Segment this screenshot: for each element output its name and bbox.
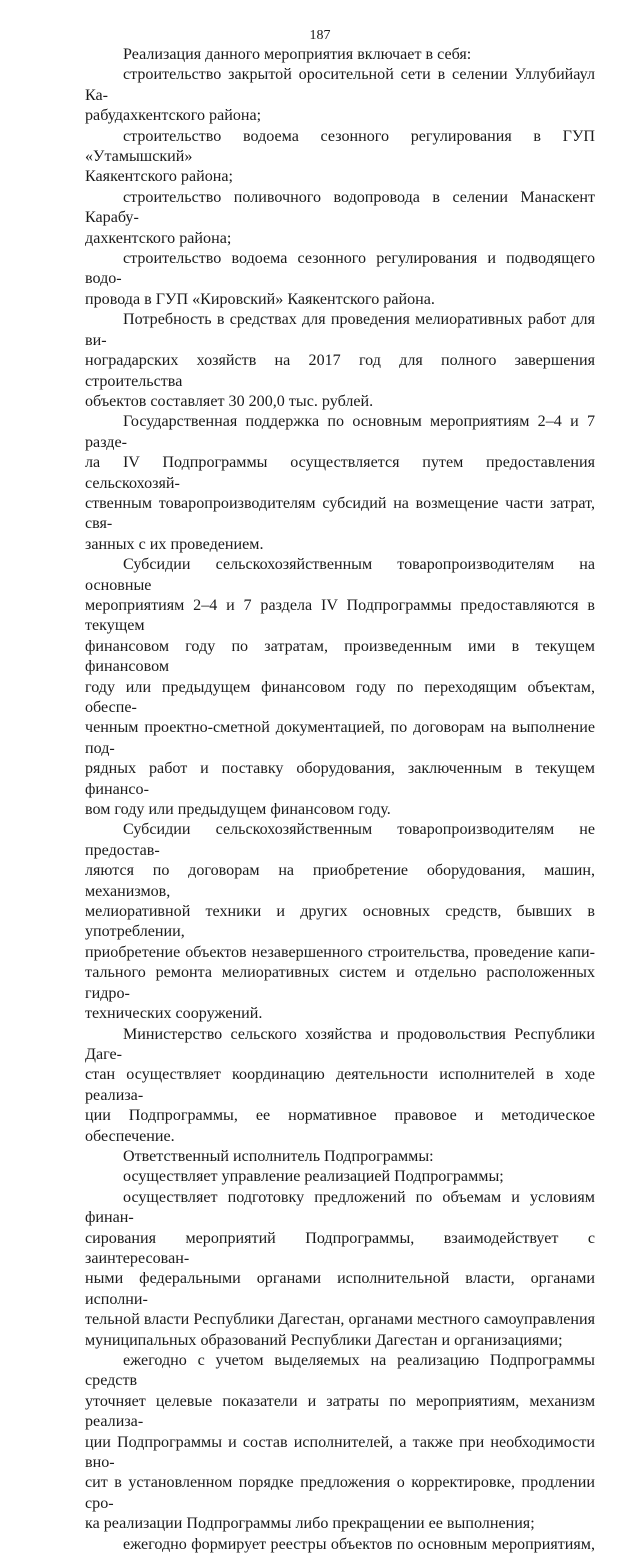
paragraph	[85, 127, 595, 188]
paragraph	[85, 1188, 595, 1351]
text-line: сирования мероприятий Подпрограммы, взаимодействует с заинтересован-	[85, 1229, 595, 1267]
text-line: строительство водоема сезонного регулирования в ГУП «Утамышский»	[85, 127, 595, 166]
text-line: мелиоративной техники и других основных средств, бывших в употреблении,	[85, 903, 595, 941]
text-line: уточняет целевые показатели и затраты по мероприятиям, механизм реализа-	[85, 1392, 595, 1431]
paragraph	[85, 249, 595, 310]
text-line: ченным проектно-сметной документацией, по договорам на выполнение под-	[85, 719, 595, 757]
text-line: строительство поливочного водопровода в селении Манаскент Карабу-	[85, 188, 595, 227]
text-line: Субсидии сельскохозяйственным товаропроизводителям на основные	[85, 556, 595, 594]
text-line: ляются по договорам на приобретение оборудования, машин, механизмов,	[85, 862, 595, 900]
text-line: ка реализации Подпрограммы либо прекращении ее выполнения;	[85, 1515, 535, 1533]
text-line: тального ремонта мелиоративных систем и отдельно расположенных гидро-	[85, 964, 595, 1002]
paragraph	[85, 1147, 595, 1167]
paragraph	[85, 555, 595, 820]
text-line: Реализация данного мероприятия включает в себя:	[123, 46, 472, 63]
text-line: технических сооружений.	[85, 1005, 263, 1023]
text-line: ными федеральными органами исполнительной власти, органами исполни-	[85, 1270, 595, 1308]
document-body	[85, 45, 595, 1555]
text-line: дахкентского района;	[85, 229, 232, 247]
text-line: осуществляет подготовку предложений по объемам и условиям финан-	[85, 1188, 595, 1227]
text-line: Каякентского района;	[85, 168, 234, 186]
paragraph	[85, 1167, 595, 1187]
text-line: сит в установленном порядке предложения о корректировке, продлении сро-	[85, 1474, 595, 1512]
text-line: рабудахкентского района;	[85, 107, 262, 125]
text-line: ежегодно формирует реестры объектов по основным мероприятиям,	[123, 1535, 595, 1553]
text-line: объектов составляет 30 200,0 тыс. рублей.	[85, 392, 374, 410]
text-line: Ответственный исполнитель Подпрограммы:	[123, 1147, 434, 1165]
text-line: Субсидии сельскохозяйственным товаропроизводителям не предостав-	[85, 821, 595, 859]
text-line: ции Подпрограммы и состав исполнителей, а также при необходимости вно-	[85, 1433, 595, 1472]
text-line: приобретение объектов незавершенного строительства, проведение капи-	[85, 943, 595, 961]
text-line: ноградарских хозяйств на 2017 год для полного завершения строительства	[85, 352, 595, 390]
text-line: Государственная поддержка по основным мероприятиям 2–4 и 7 разде-	[85, 413, 595, 451]
text-line: Потребность в средствах для проведения мелиоративных работ для ви-	[85, 311, 595, 349]
paragraph	[85, 820, 595, 1024]
paragraph	[85, 1535, 595, 1555]
page-number: 187	[309, 28, 331, 43]
text-line: ции Подпрограммы, ее нормативное правовое и методическое обеспечение.	[85, 1107, 595, 1145]
text-line: финансовом году по затратам, произведенным ими в текущем финансовом	[85, 637, 595, 676]
text-line: стан осуществляет координацию деятельности исполнителей в ходе реализа-	[85, 1066, 595, 1104]
text-line: Министерство сельского хозяйства и продовольствия Республики Даге-	[85, 1025, 595, 1063]
text-line: строительство водоема сезонного регулирования и подводящего водо-	[85, 250, 595, 288]
text-line: строительство закрытой оросительной сети в селении Уллубийаул Ка-	[85, 66, 595, 104]
text-line: мероприятиям 2–4 и 7 раздела IV Подпрограммы предоставляются в текущем	[85, 596, 595, 635]
text-line: рядных работ и поставку оборудования, заключенным в текущем финансо-	[85, 760, 595, 798]
paragraph	[85, 1351, 595, 1535]
text-line: тельной власти Республики Дагестан, органами местного самоуправления	[85, 1311, 595, 1329]
text-line: ственным товаропроизводителям субсидий на возмещение части затрат, свя-	[85, 494, 595, 533]
text-line: осуществляет управление реализацией Подпрограммы;	[123, 1168, 504, 1186]
text-line: вом году или предыдущем финансовом году.	[85, 801, 391, 819]
paragraph	[85, 65, 595, 126]
paragraph	[85, 412, 595, 555]
text-line: занных с их проведением.	[85, 535, 264, 553]
text-line: ла IV Подпрограммы осуществляется путем предоставления сельскохозяй-	[85, 454, 595, 492]
paragraph	[85, 45, 595, 65]
text-line: году или предыдущем финансовом году по переходящим объектам, обеспе-	[85, 678, 595, 716]
text-line: муниципальных образований Республики Дагестан и организациями;	[85, 1331, 563, 1349]
paragraph	[85, 310, 595, 412]
paragraph	[85, 188, 595, 249]
text-line: ежегодно с учетом выделяемых на реализацию Подпрограммы средств	[85, 1352, 595, 1390]
text-line: провода в ГУП «Кировский» Каякентского района.	[85, 290, 435, 308]
paragraph	[85, 1025, 595, 1147]
